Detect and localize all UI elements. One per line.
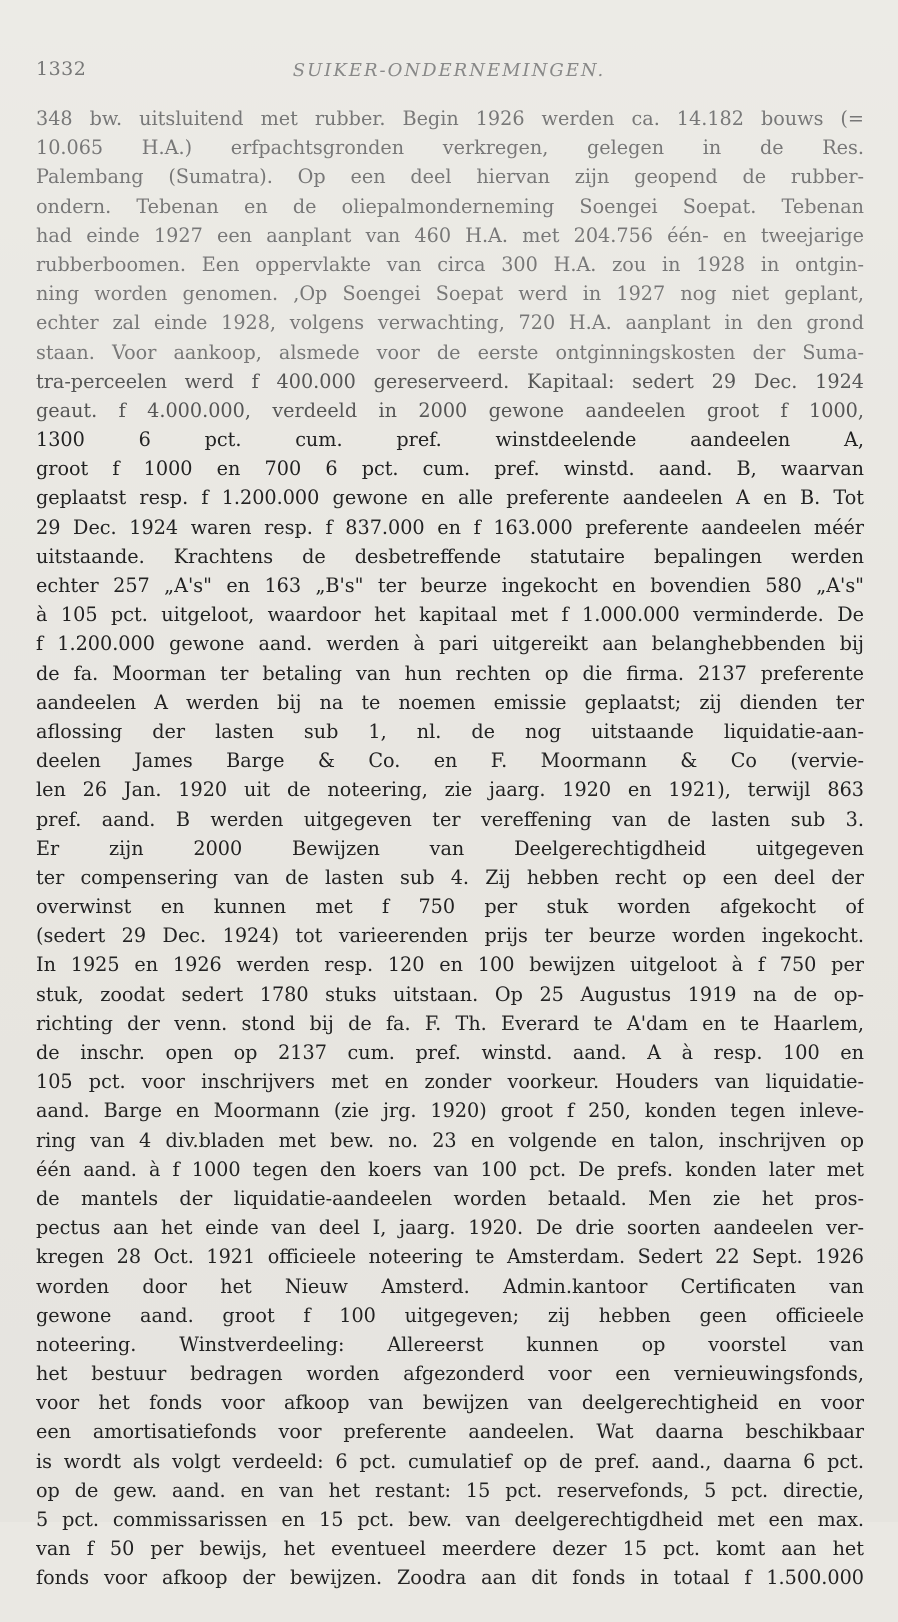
text-line: geplaatst resp. f 1.200.000 gewone en alle preferente aandeelen A en B. Tot <box>36 486 864 510</box>
text-line: het bestuur bedragen worden afgezonderd voor een vernieuwingsfonds, <box>36 1362 864 1386</box>
text-line: ring van 4 div.bladen met bew. no. 23 en volgende en talon, inschrijven op <box>36 1128 864 1152</box>
text-line: ning worden genomen. ,Op Soengei Soepat werd in 1927 nog niet geplant, <box>36 282 864 306</box>
text-line: Palembang (Sumatra). Op een deel hiervan zijn geopend de rubber- <box>36 165 864 189</box>
text-line: 105 pct. voor inschrijvers met en zonder voorkeur. Houders van liquidatie- <box>36 1070 864 1094</box>
text-line: is wordt als volgt verdeeld: 6 pct. cumulatief op de pref. aand., daarna 6 pct. <box>36 1449 864 1473</box>
text-line: 5 pct. commissarissen en 15 pct. bew. van deelgerechtigdheid met een max. <box>36 1508 864 1531</box>
text-line: 29 Dec. 1924 waren resp. f 837.000 en f 163.000 preferente aandeelen méér <box>36 515 864 539</box>
text-line: len 26 Jan. 1920 uit de noteering, zie jaarg. 1920 en 1921), terwijl 863 <box>36 778 864 802</box>
text-line: de inschr. open op 2137 cum. pref. winstd. aand. A à resp. 100 en <box>36 1041 864 1064</box>
body-text <box>36 104 864 1622</box>
text-line: één aand. à f 1000 tegen den koers van 100 pct. De prefs. konden later met <box>36 1157 864 1181</box>
text-line <box>36 1593 864 1622</box>
text-line: kregen 28 Oct. 1921 officieele noteering te Amsterdam. Sedert 22 Sept. 1926 <box>36 1245 864 1269</box>
text-line: noteering. Winstverdeeling: Allereerst kunnen op voorstel van <box>36 1332 864 1356</box>
text-line: pref. aand. B werden uitgegeven ter vereffening van de lasten sub 3. <box>36 807 864 831</box>
text-line: (sedert 29 Dec. 1924) tot varieerenden prijs ter beurze worden ingekocht. <box>36 924 864 948</box>
text-line: groot f 1000 en 700 6 pct. cum. pref. winstd. aand. B, waarvan <box>36 457 864 481</box>
text-line: gewone aand. groot f 100 uitgegeven; zij hebben geen officieele <box>36 1303 864 1327</box>
running-title: SUIKER-ONDERNEMINGEN. <box>292 60 606 81</box>
text-line: een amortisatiefonds voor preferente aandeelen. Wat daarna beschikbaar <box>36 1420 864 1444</box>
text-line: staan. Voor aankoop, alsmede voor de eerste ontginningskosten der Suma- <box>36 340 864 364</box>
text-line: ter compensering van de lasten sub 4. Zij hebben recht op een deel der <box>36 865 864 889</box>
text-line: aflossing der lasten sub 1, nl. de nog uitstaande liquidatie-aan- <box>36 719 864 743</box>
text-line: Er zijn 2000 Bewijzen van Deelgerechtigdheid uitgegeven <box>36 836 864 860</box>
text-line: 1300 6 pct. cum. pref. winstdeelende aandeelen A, <box>36 428 864 452</box>
text-line: 348 bw. uitsluitend met rubber. Begin 1926 werden ca. 14.182 bouws (= <box>36 107 864 130</box>
text-line: In 1925 en 1926 werden resp. 120 en 100 bewijzen uitgeloot à f 750 per <box>36 953 864 977</box>
text-line: ondern. Tebenan en de oliepalmonderneming Soengei Soepat. Tebenan <box>36 194 864 218</box>
text-line: overwinst en kunnen met f 750 per stuk worden afgekocht of <box>36 895 864 919</box>
page-header <box>0 58 898 88</box>
text-line: uitstaande. Krachtens de desbetreffende statutaire bepalingen werden <box>36 544 864 568</box>
text-line: deelen James Barge & Co. en F. Moormann & Co (vervie- <box>36 749 864 773</box>
text-line: rubberboomen. Een oppervlakte van circa 300 H.A. zou in 1928 in ontgin- <box>36 252 864 276</box>
text-line: geaut. f 4.000.000, verdeeld in 2000 gewone aandeelen groot f 1000, <box>36 398 864 422</box>
text-line: aand. Barge en Moormann (zie jrg. 1920) groot f 250, konden tegen inleve- <box>36 1099 864 1123</box>
text-line: voor het fonds voor afkoop van bewijzen van deelgerechtigheid en voor <box>36 1391 864 1415</box>
text-line: à 105 pct. uitgeloot, waardoor het kapitaal met f 1.000.000 verminderde. De <box>36 603 864 627</box>
text-line: 10.065 H.A.) erfpachtsgronden verkregen, gelegen in de Res. <box>36 136 864 160</box>
text-line: aandeelen A werden bij na te noemen emissie geplaatst; zij dienden ter <box>36 690 864 714</box>
text-line: richting der venn. stond bij de fa. F. Th. Everard te A'dam en te Haarlem, <box>36 1011 864 1035</box>
text-line: de mantels der liquidatie-aandeelen worden betaald. Men zie het pros- <box>36 1186 864 1210</box>
text-line: op de gew. aand. en van het restant: 15 pct. reservefonds, 5 pct. directie, <box>36 1478 864 1502</box>
text-line: worden door het Nieuw Amsterd. Admin.kantoor Certificaten van <box>36 1274 864 1298</box>
text-line: echter zal einde 1928, volgens verwachting, 720 H.A. aanplant in den grond <box>36 311 864 335</box>
text-line: stuk, zoodat sedert 1780 stuks uitstaan. Op 25 Augustus 1919 na de op- <box>36 982 864 1006</box>
text-line: echter 257 „A's" en 163 „B's" ter beurze ingekocht en bovendien 580 „A's" <box>36 574 864 597</box>
text-line: de fa. Moorman ter betaling van hun rechten op die firma. 2137 preferente <box>36 661 864 685</box>
text-line: f 1.200.000 gewone aand. werden à pari uitgereikt aan belanghebbenden bij <box>36 632 864 656</box>
text-line: pectus aan het einde van deel I, jaarg. 1920. De drie soorten aandeelen ver- <box>36 1216 864 1240</box>
text-line: fonds voor afkoop der bewijzen. Zoodra aan dit fonds in totaal f 1.500.000 <box>36 1566 864 1590</box>
text-line: van f 50 per bewijs, het eventueel meerdere dezer 15 pct. komt aan het <box>36 1537 864 1561</box>
page-number: 1332 <box>36 58 87 80</box>
text-line: had einde 1927 een aanplant van 460 H.A. met 204.756 één- en tweejarige <box>36 223 864 247</box>
text-line: tra-perceelen werd f 400.000 gereserveerd. Kapitaal: sedert 29 Dec. 1924 <box>36 369 864 393</box>
